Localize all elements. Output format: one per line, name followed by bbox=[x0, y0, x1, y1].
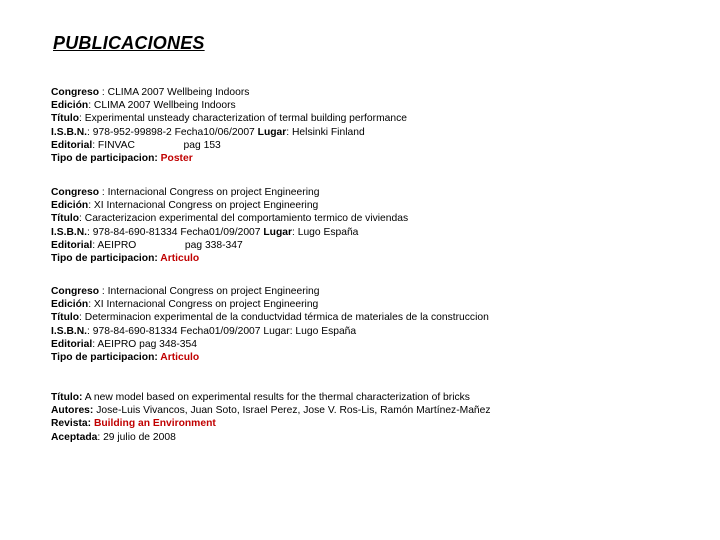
congreso-label: Congreso bbox=[51, 286, 100, 297]
tipo-value: Articulo bbox=[160, 352, 200, 364]
isbn-value: : 978-952-99898-2 Fecha10/06/2007 bbox=[87, 126, 258, 138]
lugar-value: : Lugo España bbox=[292, 226, 359, 238]
lugar-label: Lugar bbox=[257, 126, 287, 138]
congreso-value: : CLIMA 2007 Wellbeing Indoors bbox=[99, 87, 250, 98]
tipo-value: Articulo bbox=[160, 253, 200, 265]
titulo-label: Título bbox=[51, 312, 80, 324]
editorial-value: : FINVAC pag 153 bbox=[92, 139, 221, 151]
editorial-value: : AEIPRO pag 348-354 bbox=[92, 338, 197, 350]
aceptada-label: Aceptada bbox=[51, 431, 98, 443]
autores-label: Autores: bbox=[51, 405, 94, 417]
tipo-label: Tipo de participacion bbox=[51, 153, 155, 165]
publication-journal bbox=[51, 391, 491, 444]
lugar-label: Lugar bbox=[263, 226, 292, 238]
editorial-label: Editorial bbox=[51, 239, 93, 251]
page-title: PUBLICACIONES bbox=[53, 33, 205, 53]
edicion-value: : CLIMA 2007 Wellbeing Indoors bbox=[88, 100, 236, 112]
tipo-label: Tipo de participacion bbox=[51, 253, 155, 265]
publication-cipe-2: Congreso : Internacional Congress on project Engineering Edición: XI Internacional Congress on project Engineering Título: Determinacion experimental de la conductvidad térmica de materiales de la construccion I.S.B.N.: 978-84-690-81334 Fecha01/09/2007 Lugar: Lugo España Editorial: AEIPRO pag 348-354 Tipo de participacion: Articulo bbox=[51, 286, 489, 364]
editorial-label: Editorial bbox=[51, 338, 93, 350]
edicion-value: : XI Internacional Congress on project Engineering bbox=[88, 200, 319, 212]
titulo-label: Título bbox=[51, 113, 80, 125]
isbn-label: I.S.B.N. bbox=[51, 126, 88, 138]
tipo-value: Poster bbox=[160, 153, 193, 165]
editorial-label: Editorial bbox=[51, 139, 93, 151]
isbn-value: : 978-84-690-81334 Fecha01/09/2007 bbox=[87, 226, 264, 238]
editorial-value: : AEIPRO pag 338-347 bbox=[92, 239, 243, 251]
lugar-value: : Helsinki Finland bbox=[286, 126, 365, 138]
edicion-value: : XI Internacional Congress on project Engineering bbox=[88, 299, 319, 311]
isbn-label: I.S.B.N. bbox=[51, 325, 88, 337]
titulo-value: : Experimental unsteady characterization of termal building performance bbox=[79, 113, 407, 125]
edicion-label: Edición bbox=[51, 100, 89, 112]
titulo-label: Título: bbox=[51, 392, 83, 403]
congreso-value: : Internacional Congress on project Engineering bbox=[99, 286, 320, 297]
congreso-label: Congreso bbox=[51, 87, 100, 98]
isbn-value: : 978-84-690-81334 Fecha01/09/2007 Lugar: Lugo España bbox=[87, 325, 357, 337]
congreso-label: Congreso bbox=[51, 187, 100, 198]
tipo-label: Tipo de participacion bbox=[51, 352, 155, 364]
aceptada-value: : 29 julio de 2008 bbox=[97, 431, 176, 443]
publication-cipe-1: Congreso : Internacional Congress on project Engineering Edición: XI Internacional Congress on project Engineering Título: Caracterizacion experimental del comportamiento termico de viviendas I.S.B.N.: 978-84-690-81334 Fecha01/09/2007 Lugar: Lugo España Editorial: AEIPRO pag 338-347 Tipo de participacion: Articulo bbox=[51, 187, 409, 265]
congreso-value: : Internacional Congress on project Engineering bbox=[99, 187, 320, 198]
isbn-label: I.S.B.N. bbox=[51, 226, 88, 238]
titulo-value: : Determinacion experimental de la conductvidad térmica de materiales de la construccion bbox=[79, 312, 489, 324]
titulo-value: A new model based on experimental results for the thermal characterization of bricks bbox=[82, 392, 470, 403]
edicion-label: Edición bbox=[51, 200, 89, 212]
revista-value: Building an Environment bbox=[93, 418, 216, 430]
edicion-label: Edición bbox=[51, 299, 89, 311]
autores-value: Jose-Luis Vivancos, Juan Soto, Israel Perez, Jose V. Ros-Lis, Ramón Martínez-Mañez bbox=[93, 405, 491, 417]
titulo-value: : Caracterizacion experimental del comportamiento termico de viviendas bbox=[79, 213, 409, 225]
titulo-label: Título bbox=[51, 213, 80, 225]
publication-clima-2007: Congreso : CLIMA 2007 Wellbeing Indoors Edición: CLIMA 2007 Wellbeing Indoors Título: Experimental unsteady characterization of termal building performance I.S.B.N.: 978-952-99898-2 Fecha10/06/2007 Lugar: Helsinki Finland Editorial: FINVAC pag 153 Tipo de participacion: Poster bbox=[51, 87, 407, 165]
revista-label: Revista: bbox=[51, 418, 92, 430]
